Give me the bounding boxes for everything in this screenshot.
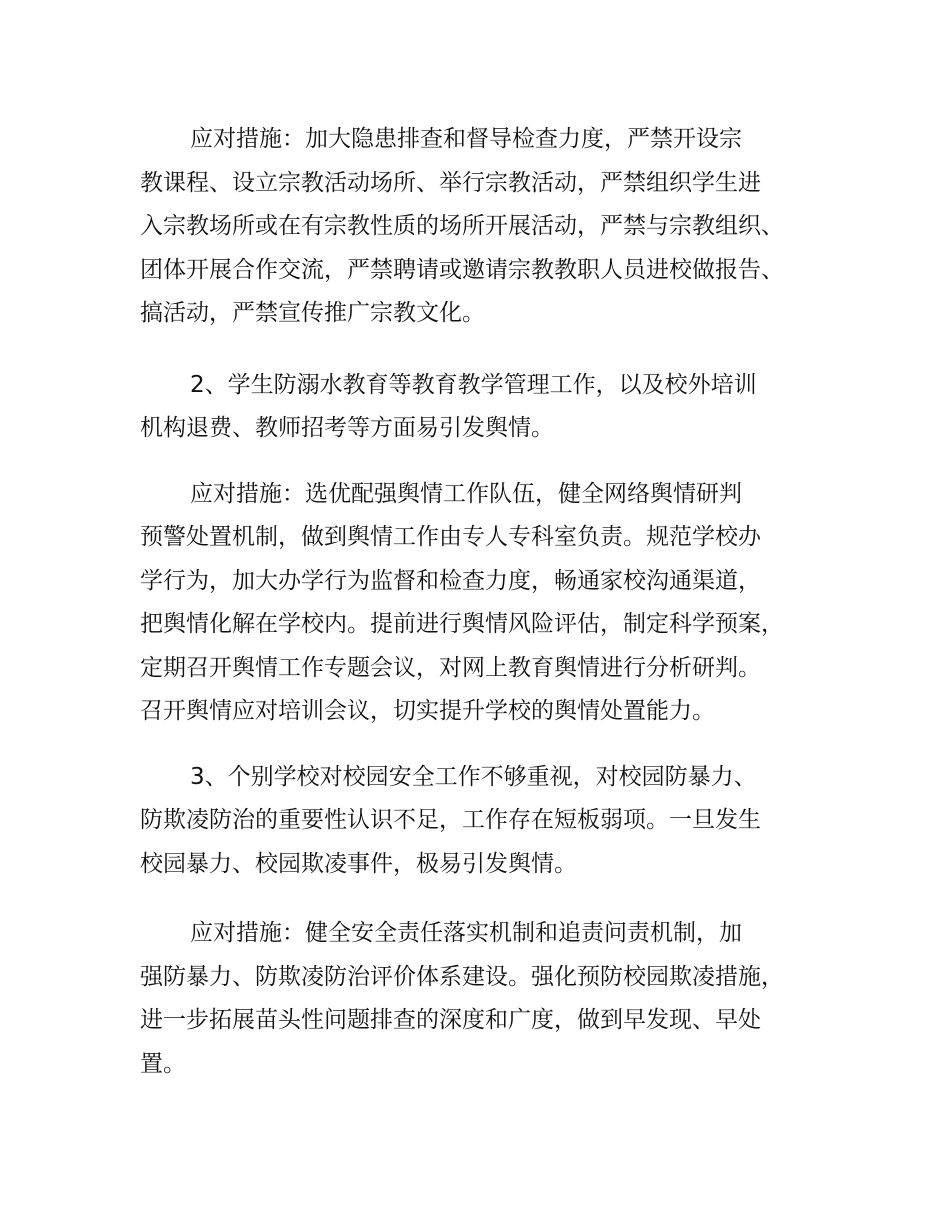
- text-line: 定期召开舆情工作专题会议，对网上教育舆情进行分析研判。: [140, 654, 761, 681]
- text-line: 应对措施：健全安全责任落实机制和追责问责机制，加: [190, 920, 742, 946]
- text-line: 置。: [140, 1050, 186, 1077]
- text-line: 进一步拓展苗头性问题排查的深度和广度，做到早发现、早处: [140, 1007, 761, 1033]
- text-line: 应对措施：选优配强舆情工作队伍，健全网络舆情研判: [190, 480, 742, 507]
- text-line: 2、学生防溺水教育等教育教学管理工作，以及校外培训: [190, 371, 757, 398]
- paragraph-item-2: [140, 364, 840, 451]
- paragraph-item-3: [140, 756, 840, 887]
- text-line: 预警处置机制，做到舆情工作由专人专科室负责。规范学校办: [140, 524, 761, 550]
- paragraph-measures-safety: [140, 912, 840, 1086]
- text-line: 入宗教场所或在有宗教性质的场所开展活动，严禁与宗教组织、: [140, 213, 784, 239]
- text-line: 应对措施：加大隐患排查和督导检查力度，严禁开设宗: [190, 126, 742, 152]
- document-body: [140, 118, 840, 1108]
- text-line: 强防暴力、防欺凌防治评价体系建设。强化预防校园欺凌措施，: [140, 963, 784, 990]
- text-line: 机构退费、教师招考等方面易引发舆情。: [140, 415, 554, 441]
- paragraph-measures-religion: [140, 118, 840, 336]
- text-line: 3、个别学校对校园安全工作不够重视，对校园防暴力、: [190, 763, 757, 790]
- text-line: 把舆情化解在学校内。提前进行舆情风险评估，制定科学预案，: [140, 611, 784, 637]
- text-line: 学行为，加大办学行为监督和检查力度，畅通家校沟通渠道，: [140, 567, 761, 594]
- text-line: 防欺凌防治的重要性认识不足，工作存在短板弱项。一旦发生: [140, 807, 761, 833]
- text-line: 校园暴力、校园欺凌事件，极易引发舆情。: [140, 850, 577, 877]
- text-line: 教课程、设立宗教活动场所、举行宗教活动，严禁组织学生进: [140, 169, 761, 196]
- text-line: 搞活动，严禁宣传推广宗教文化。: [140, 300, 485, 326]
- text-line: 团体开展合作交流，严禁聘请或邀请宗教教职人员进校做报告、: [140, 256, 784, 283]
- paragraph-measures-public-opinion: [140, 473, 840, 734]
- text-line: 召开舆情应对培训会议，切实提升学校的舆情处置能力。: [140, 698, 715, 724]
